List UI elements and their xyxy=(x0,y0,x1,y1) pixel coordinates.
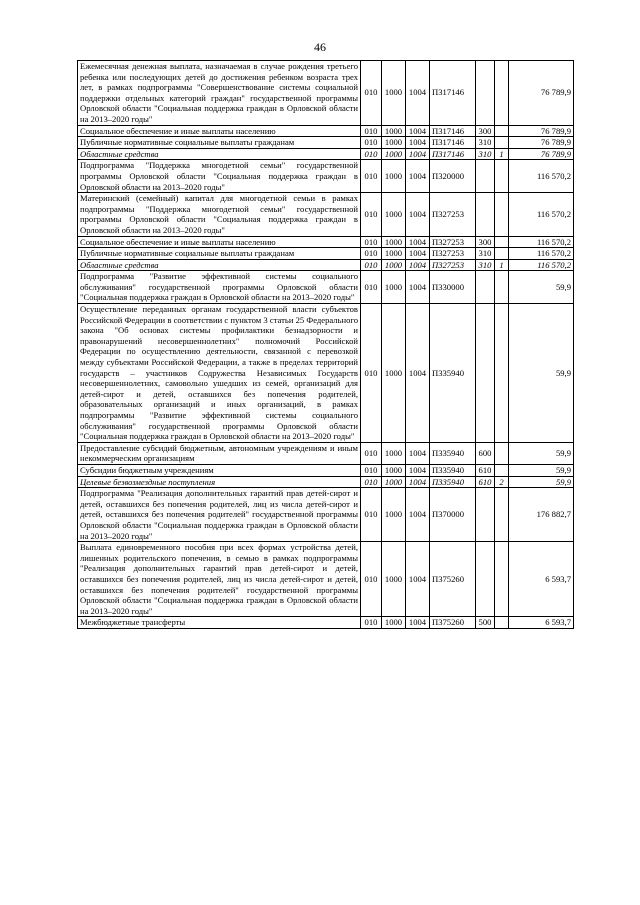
target-article-code: П335940 xyxy=(430,464,476,476)
section-code: 1000 xyxy=(382,488,406,542)
page-number: 46 xyxy=(314,40,326,54)
table-row xyxy=(78,464,574,476)
item-name: Подпрограмма "Поддержка многодетной семьи" государственной программы Орловской области "Социальная поддержка граждан в Орловской области на 2013–2020 годы" xyxy=(78,160,361,193)
budget-table xyxy=(77,60,574,629)
expense-type-code xyxy=(476,304,495,443)
section-code: 1000 xyxy=(382,137,406,149)
target-article-code: П327253 xyxy=(430,236,476,248)
target-article-code: П320000 xyxy=(430,160,476,193)
amount: 116 570,2 xyxy=(509,248,574,260)
section-code: 1000 xyxy=(382,248,406,260)
amount: 59,9 xyxy=(509,476,574,488)
ministry-code: 010 xyxy=(361,271,382,304)
table-row xyxy=(78,304,574,443)
amount: 59,9 xyxy=(509,442,574,464)
ministry-code: 010 xyxy=(361,248,382,260)
item-name: Публичные нормативные социальные выплаты гражданам xyxy=(78,137,361,149)
expense-type-code: 300 xyxy=(476,125,495,137)
ministry-code: 010 xyxy=(361,442,382,464)
subsection-code: 1004 xyxy=(406,148,430,160)
expense-type-code: 600 xyxy=(476,442,495,464)
table-row xyxy=(78,137,574,149)
target-article-code: П370000 xyxy=(430,488,476,542)
funding-source-code xyxy=(495,61,509,126)
expense-type-code xyxy=(476,193,495,236)
table-row xyxy=(78,617,574,629)
amount: 176 882,7 xyxy=(509,488,574,542)
amount: 116 570,2 xyxy=(509,236,574,248)
item-name: Осуществление переданных органам государственной власти субъектов Российской Федерации в соответствии с пунктом 3 статьи 25 Федерального закона "Об основах системы профилактики безнадзорности и правонарушений несовершеннолетних" полномочий Российской Федерации по осуществлению деятельности, связанной с перевозкой между субъектами Российской Федерации, а также в пределах территорий государств – участников Содружества Независимых Государств несовершеннолетних, самовольно ушедших из семей, организаций для детей-сирот и детей, оставшихся без попечения родителей, образовательных организаций и иных организаций, в рамках подпрограммы "Развитие эффективной системы социального обслуживания" государственной программы Орловской области "Социальная поддержка граждан в Орловской области на 2013–2020 годы" xyxy=(78,304,361,443)
section-code: 1000 xyxy=(382,617,406,629)
subsection-code: 1004 xyxy=(406,248,430,260)
section-code: 1000 xyxy=(382,271,406,304)
ministry-code: 010 xyxy=(361,542,382,617)
table-row xyxy=(78,236,574,248)
subsection-code: 1004 xyxy=(406,271,430,304)
funding-source-code xyxy=(495,442,509,464)
subsection-code: 1004 xyxy=(406,125,430,137)
funding-source-code xyxy=(495,488,509,542)
amount: 59,9 xyxy=(509,304,574,443)
subsection-code: 1004 xyxy=(406,236,430,248)
subsection-code: 1004 xyxy=(406,476,430,488)
table-row xyxy=(78,61,574,126)
funding-source-code xyxy=(495,193,509,236)
target-article-code: П327253 xyxy=(430,193,476,236)
target-article-code: П375260 xyxy=(430,542,476,617)
table-row xyxy=(78,476,574,488)
ministry-code: 010 xyxy=(361,488,382,542)
amount: 76 789,9 xyxy=(509,125,574,137)
item-name: Социальное обеспечение и иные выплаты населению xyxy=(78,125,361,137)
target-article-code: П335940 xyxy=(430,442,476,464)
amount: 76 789,9 xyxy=(509,137,574,149)
target-article-code: П327253 xyxy=(430,248,476,260)
table-row xyxy=(78,488,574,542)
ministry-code: 010 xyxy=(361,259,382,271)
target-article-code: П317146 xyxy=(430,148,476,160)
target-article-code: П375260 xyxy=(430,617,476,629)
amount: 116 570,2 xyxy=(509,259,574,271)
subsection-code: 1004 xyxy=(406,464,430,476)
expense-type-code xyxy=(476,488,495,542)
section-code: 1000 xyxy=(382,125,406,137)
target-article-code: П317146 xyxy=(430,125,476,137)
table-row xyxy=(78,125,574,137)
subsection-code: 1004 xyxy=(406,193,430,236)
item-name: Ежемесячная денежная выплата, назначаемая в случае рождения третьего ребенка или последующих детей до достижения ребенком возраста трех лет, в рамках подпрограммы "Совершенствование системы социальной поддержки отдельных категорий граждан" государственной программы Орловской области "Социальная поддержка граждан в Орловской области на 2013–2020 годы" xyxy=(78,61,361,126)
section-code: 1000 xyxy=(382,160,406,193)
expense-type-code: 610 xyxy=(476,476,495,488)
expense-type-code: 500 xyxy=(476,617,495,629)
table-row xyxy=(78,148,574,160)
item-name: Областные средства xyxy=(78,259,361,271)
funding-source-code xyxy=(495,236,509,248)
amount: 59,9 xyxy=(509,271,574,304)
expense-type-code: 310 xyxy=(476,137,495,149)
item-name: Межбюджетные трансферты xyxy=(78,617,361,629)
target-article-code: П317146 xyxy=(430,61,476,126)
target-article-code: П330000 xyxy=(430,271,476,304)
target-article-code: П327253 xyxy=(430,259,476,271)
funding-source-code: 1 xyxy=(495,259,509,271)
section-code: 1000 xyxy=(382,476,406,488)
section-code: 1000 xyxy=(382,236,406,248)
item-name: Областные средства xyxy=(78,148,361,160)
amount: 6 593,7 xyxy=(509,542,574,617)
table-row xyxy=(78,160,574,193)
item-name: Подпрограмма "Реализация дополнительных гарантий прав детей-сирот и детей, оставшихся без попечения родителей, лиц из числа детей-сирот и детей, оставшихся без попечения родителей" государственной программы Орловской области "Социальная поддержка граждан в Орловской области на 2013–2020 годы" xyxy=(78,488,361,542)
amount: 76 789,9 xyxy=(509,61,574,126)
ministry-code: 010 xyxy=(361,304,382,443)
subsection-code: 1004 xyxy=(406,160,430,193)
section-code: 1000 xyxy=(382,464,406,476)
funding-source-code xyxy=(495,304,509,443)
section-code: 1000 xyxy=(382,148,406,160)
amount: 59,9 xyxy=(509,464,574,476)
amount: 6 593,7 xyxy=(509,617,574,629)
ministry-code: 010 xyxy=(361,476,382,488)
target-article-code: П335940 xyxy=(430,476,476,488)
expense-type-code: 310 xyxy=(476,248,495,260)
ministry-code: 010 xyxy=(361,464,382,476)
ministry-code: 010 xyxy=(361,148,382,160)
subsection-code: 1004 xyxy=(406,304,430,443)
item-name: Выплата единовременного пособия при всех формах устройства детей, лишенных родительского попечения, в семью в рамках подпрограммы "Реализация дополнительных гарантий прав детей-сирот и детей, оставшихся без попечения родителей, лиц из числа детей-сирот и детей, оставшихся без попечения родителей" государственной программы Орловской области "Социальная поддержка граждан в Орловской области на 2013–2020 годы" xyxy=(78,542,361,617)
funding-source-code xyxy=(495,617,509,629)
expense-type-code xyxy=(476,271,495,304)
item-name: Целевые безвозмездные поступления xyxy=(78,476,361,488)
section-code: 1000 xyxy=(382,193,406,236)
subsection-code: 1004 xyxy=(406,259,430,271)
funding-source-code xyxy=(495,160,509,193)
subsection-code: 1004 xyxy=(406,617,430,629)
funding-source-code: 2 xyxy=(495,476,509,488)
funding-source-code xyxy=(495,248,509,260)
section-code: 1000 xyxy=(382,61,406,126)
table-row xyxy=(78,259,574,271)
ministry-code: 010 xyxy=(361,160,382,193)
funding-source-code: 1 xyxy=(495,148,509,160)
subsection-code: 1004 xyxy=(406,488,430,542)
ministry-code: 010 xyxy=(361,137,382,149)
amount: 116 570,2 xyxy=(509,160,574,193)
ministry-code: 010 xyxy=(361,236,382,248)
item-name: Социальное обеспечение и иные выплаты населению xyxy=(78,236,361,248)
subsection-code: 1004 xyxy=(406,542,430,617)
ministry-code: 010 xyxy=(361,193,382,236)
item-name: Подпрограмма "Развитие эффективной системы социального обслуживания" государственной программы Орловской области "Социальная поддержка граждан в Орловской области на 2013–2020 годы" xyxy=(78,271,361,304)
item-name: Субсидии бюджетным учреждениям xyxy=(78,464,361,476)
table-row xyxy=(78,271,574,304)
ministry-code: 010 xyxy=(361,125,382,137)
item-name: Предоставление субсидий бюджетным, автономным учреждениям и иным некоммерческим организациям xyxy=(78,442,361,464)
target-article-code: П317146 xyxy=(430,137,476,149)
table-row xyxy=(78,542,574,617)
funding-source-code xyxy=(495,125,509,137)
expense-type-code: 310 xyxy=(476,148,495,160)
subsection-code: 1004 xyxy=(406,442,430,464)
target-article-code: П335940 xyxy=(430,304,476,443)
funding-source-code xyxy=(495,271,509,304)
amount: 76 789,9 xyxy=(509,148,574,160)
table-row xyxy=(78,442,574,464)
ministry-code: 010 xyxy=(361,617,382,629)
expense-type-code xyxy=(476,160,495,193)
subsection-code: 1004 xyxy=(406,61,430,126)
table-row xyxy=(78,248,574,260)
section-code: 1000 xyxy=(382,259,406,271)
table-row xyxy=(78,193,574,236)
expense-type-code: 610 xyxy=(476,464,495,476)
expense-type-code xyxy=(476,61,495,126)
expense-type-code xyxy=(476,542,495,617)
section-code: 1000 xyxy=(382,304,406,443)
section-code: 1000 xyxy=(382,542,406,617)
expense-type-code: 310 xyxy=(476,259,495,271)
subsection-code: 1004 xyxy=(406,137,430,149)
funding-source-code xyxy=(495,464,509,476)
ministry-code: 010 xyxy=(361,61,382,126)
expense-type-code: 300 xyxy=(476,236,495,248)
funding-source-code xyxy=(495,542,509,617)
item-name: Материнский (семейный) капитал для многодетной семьи в рамках подпрограммы "Поддержка многодетной семьи" государственной программы Орловской области "Социальная поддержка граждан в Орловской области на 2013–2020 годы" xyxy=(78,193,361,236)
funding-source-code xyxy=(495,137,509,149)
section-code: 1000 xyxy=(382,442,406,464)
amount: 116 570,2 xyxy=(509,193,574,236)
item-name: Публичные нормативные социальные выплаты гражданам xyxy=(78,248,361,260)
